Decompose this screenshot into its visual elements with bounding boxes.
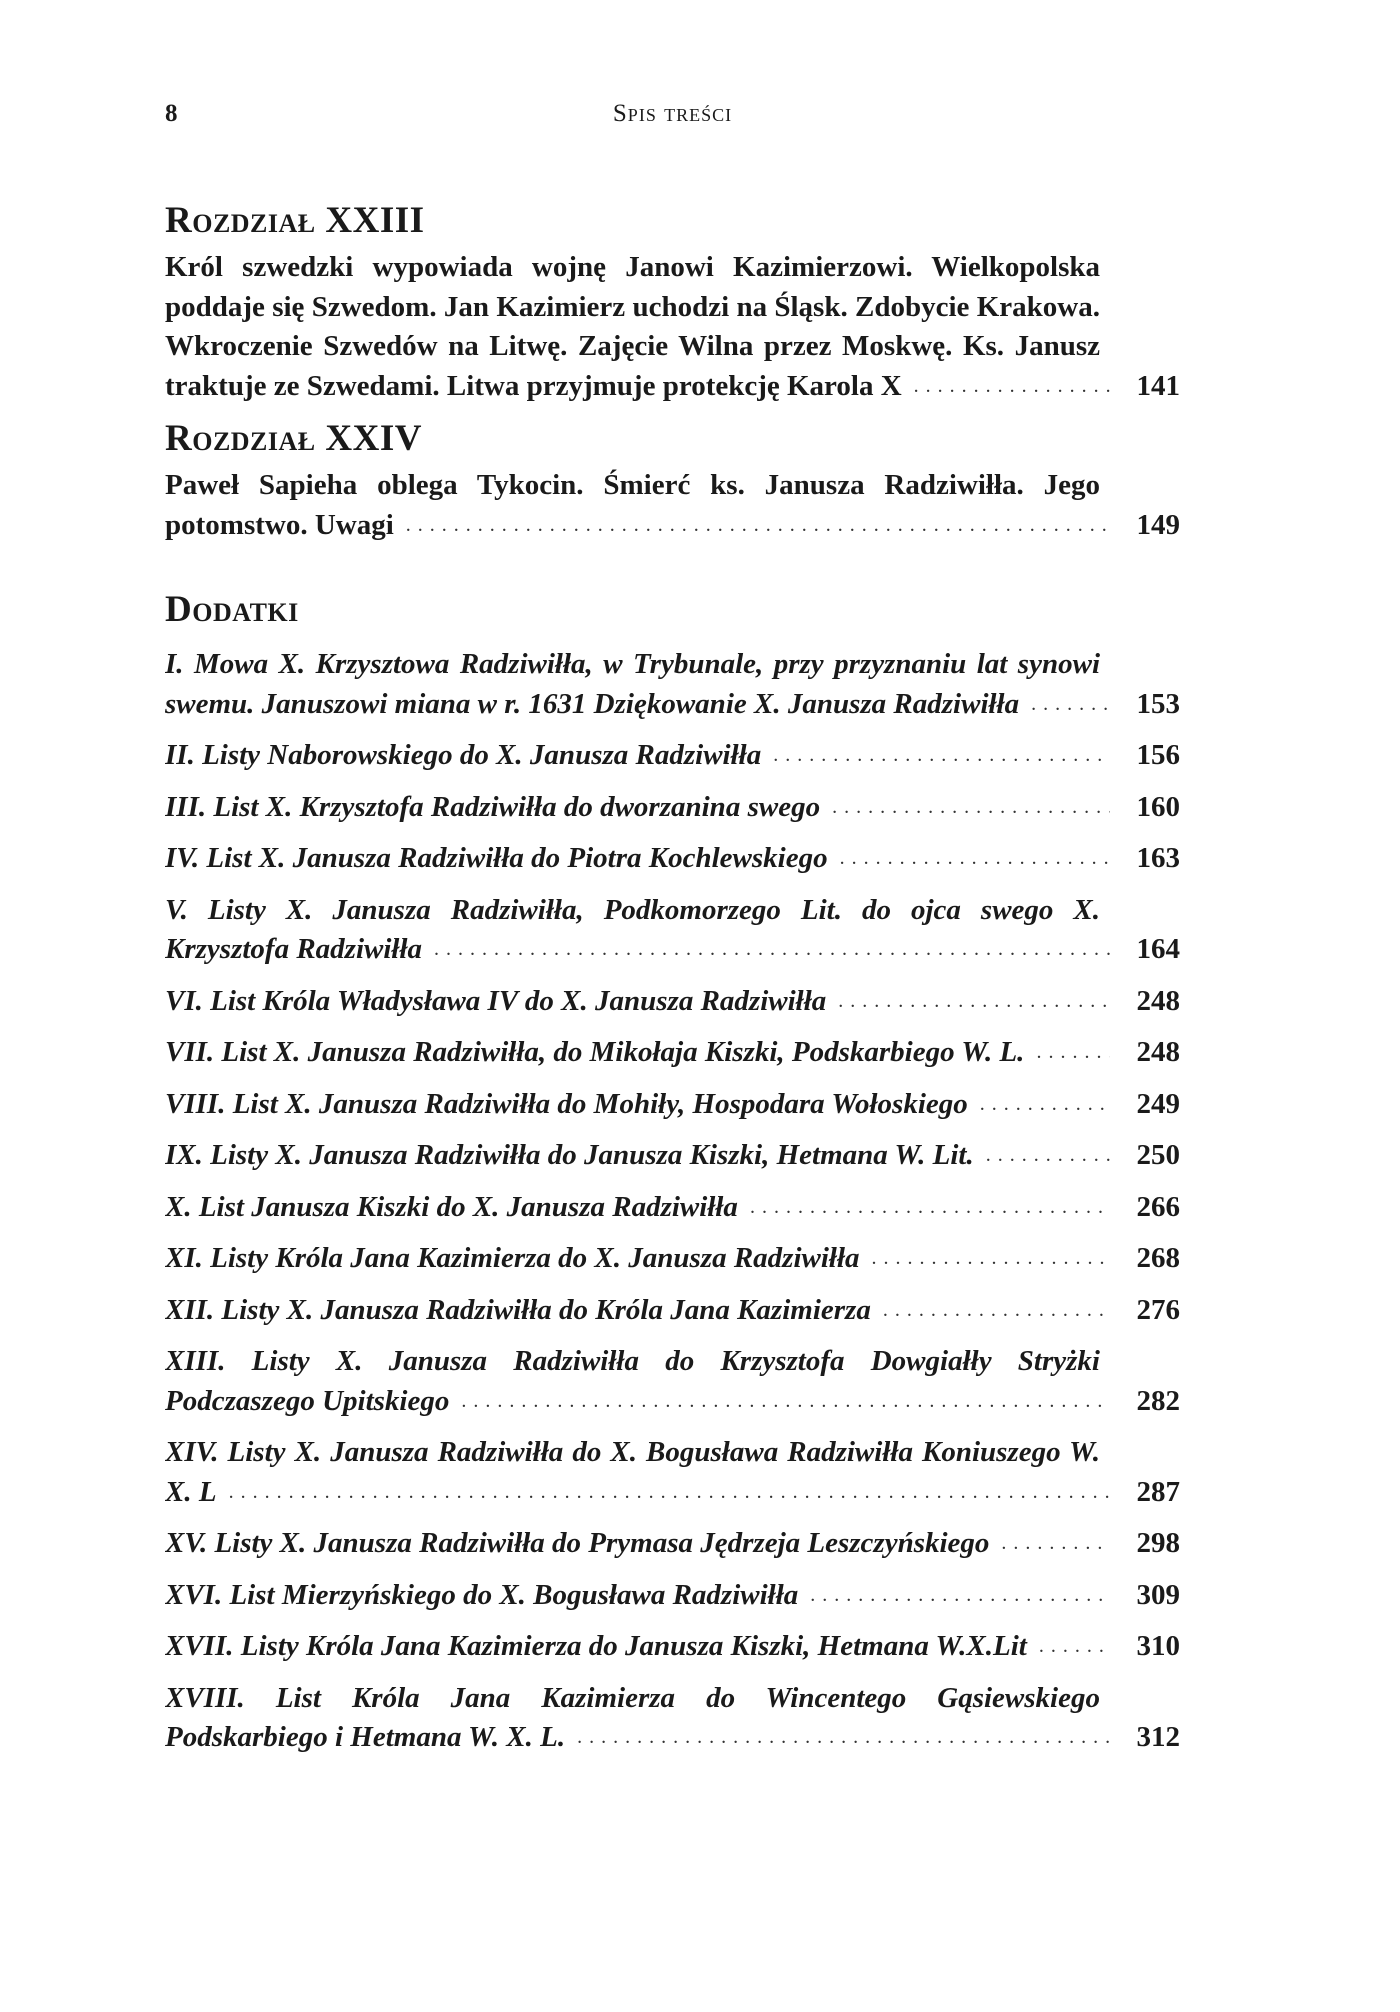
toc-entry-title: IX. Listy X. Janusza Radziwiłła do Janusza Kiszki, Hetmana W. Lit. (165, 1139, 980, 1171)
toc-entry (165, 645, 1180, 724)
toc-entry (165, 1291, 1180, 1331)
chapter-section (165, 418, 1180, 545)
chapter-section (165, 200, 1180, 406)
toc-entry-text (165, 1085, 1110, 1125)
toc-entry-title: XV. Listy X. Janusza Radziwiłła do Prymasa Jędrzeja Leszczyńskiego (165, 1527, 995, 1559)
toc-entry-text (165, 891, 1110, 970)
toc-entry-text (165, 1188, 1110, 1228)
toc-entry-title: III. List X. Krzysztofa Radziwiłła do dworzanina swego (165, 791, 826, 823)
toc-entry-text (165, 1342, 1110, 1421)
toc-entry-page: 287 (1136, 1475, 1180, 1508)
toc-entry-text (165, 1433, 1110, 1512)
toc-entry-title: XIV. Listy X. Janusza Radziwiłła do X. Bogusława Radziwiłła Koniuszego W. X. L (165, 1436, 1100, 1508)
chapter-heading: Rozdział XXIII (165, 200, 425, 241)
appendix-heading: Dodatki (165, 589, 299, 630)
toc-entry (165, 788, 1180, 828)
toc-entry-page: 298 (1136, 1527, 1180, 1559)
running-head (165, 100, 1180, 140)
toc-entry (165, 1033, 1180, 1073)
toc-entry-page: 141 (1136, 369, 1180, 402)
toc-entry-page: 163 (1136, 842, 1180, 874)
toc-entry-page: 153 (1136, 687, 1180, 720)
toc-entry-text (165, 1576, 1110, 1616)
toc-entry-text (165, 645, 1110, 724)
toc-entry-text (165, 1033, 1110, 1073)
toc-entry-text (165, 1239, 1110, 1279)
toc-entry-page: 164 (1136, 933, 1180, 965)
toc-entry-title: XII. Listy X. Janusza Radziwiłła do Króla Jana Kazimierza (165, 1294, 877, 1326)
toc-entry-title: Paweł Sapieha oblega Tykocin. Śmierć ks. Janusza Radziwiłła. Jego potomstwo. Uwagi (165, 469, 1100, 541)
toc-entry-text (165, 248, 1110, 406)
toc-entry-title: XIII. Listy X. Janusza Radziwiłła do Krzysztofa Dowgiałły Stryżki Podczaszego Upitskiego (165, 1345, 1100, 1417)
toc-entry-page: 309 (1136, 1578, 1180, 1611)
toc-entry-page: 310 (1136, 1630, 1180, 1662)
toc-entry-title: V. Listy X. Janusza Radziwiłła, Podkomorzego Lit. do ojca swego X. Krzysztofa Radziwiłła (165, 893, 1100, 965)
toc-entry (165, 248, 1180, 406)
toc-entry (165, 1136, 1180, 1176)
toc-entry-title: X. List Janusza Kiszki do X. Janusza Radziwiłła (165, 1191, 744, 1223)
toc-entry-title: VIII. List X. Janusza Radziwiłła do Mohiły, Hospodara Wołoskiego (165, 1088, 974, 1120)
toc-entry (165, 1679, 1180, 1758)
toc-entry-title: I. Mowa X. Krzysztowa Radziwiłła, w Trybunale, przy przyznaniu lat synowi swemu. Januszowi miana w r. 1631 Dziękowanie X. Janusza Radziwiłła (165, 648, 1100, 720)
toc-entry (165, 1627, 1180, 1667)
toc-entry-title: Król szwedzki wypowiada wojnę Janowi Kazimierzowi. Wielkopolska poddaje się Szwedom. Jan Kazimierz uchodzi na Śląsk. Zdobycie Krakowa. Wkroczenie Szwedów na Litwę. Zajęcie Wilna przez Moskwę. Ks. Janusz traktuje ze Szwedami. Litwa przyjmuje protekcję Karola X (165, 251, 1100, 402)
toc-entry-page: 248 (1136, 984, 1180, 1017)
toc-entry-title: VI. List Króla Władysława IV do X. Janusza Radziwiłła (165, 985, 832, 1017)
toc-entry-page: 149 (1136, 508, 1180, 541)
toc-entry-page: 276 (1136, 1293, 1180, 1326)
chapter-heading: Rozdział XXIV (165, 418, 422, 459)
toc-entry (165, 466, 1180, 545)
toc-entry-title: XVIII. List Króla Jana Kazimierza do Wincentego Gąsiewskiego Podskarbiego i Hetmana W. X. L. (165, 1681, 1100, 1753)
toc-entry-page: 156 (1136, 739, 1180, 771)
appendix-list (165, 645, 1180, 1758)
toc-entry-title: II. Listy Naborowskiego do X. Janusza Radziwiłła (165, 739, 767, 771)
toc-entry-text (165, 1136, 1110, 1176)
running-title: Spis treści (612, 100, 733, 127)
toc-entry-title: XI. Listy Króla Jana Kazimierza do X. Janusza Radziwiłła (165, 1242, 866, 1274)
toc-entry-page: 312 (1136, 1721, 1180, 1753)
toc-entry-text (165, 736, 1110, 776)
toc-entry-title: VII. List X. Janusza Radziwiłła, do Mikołaja Kiszki, Podskarbiego W. L. (165, 1036, 1030, 1068)
toc-entry (165, 1188, 1180, 1228)
page-number: 8 (165, 100, 178, 127)
toc-entry (165, 839, 1180, 879)
toc-entry-title: IV. List X. Janusza Radziwiłła do Piotra Kochlewskiego (165, 842, 834, 874)
toc-entry (165, 982, 1180, 1022)
toc-entry (165, 1433, 1180, 1512)
toc-entry (165, 736, 1180, 776)
toc-entry-text (165, 1291, 1110, 1331)
toc-entry-page: 250 (1136, 1139, 1180, 1171)
toc-entry-text (165, 1627, 1110, 1667)
toc-entry (165, 891, 1180, 970)
toc-entry-text (165, 982, 1110, 1022)
toc-entry (165, 1239, 1180, 1279)
table-of-contents (165, 200, 1180, 1770)
toc-entry-title: XVII. Listy Króla Jana Kazimierza do Janusza Kiszki, Hetmana W.X.Lit (165, 1630, 1033, 1662)
toc-entry (165, 1342, 1180, 1421)
toc-entry-title: XVI. List Mierzyńskiego do X. Bogusława Radziwiłła (165, 1579, 804, 1611)
toc-entry-text (165, 1524, 1110, 1564)
toc-entry (165, 1524, 1180, 1564)
toc-entry-page: 266 (1136, 1190, 1180, 1223)
toc-entry-text (165, 788, 1110, 828)
toc-entry-page: 249 (1136, 1087, 1180, 1120)
toc-entry-page: 160 (1136, 790, 1180, 823)
toc-entry-page: 282 (1136, 1384, 1180, 1417)
toc-entry (165, 1085, 1180, 1125)
toc-entry-page: 268 (1136, 1242, 1180, 1274)
toc-entry-text (165, 466, 1110, 545)
toc-entry (165, 1576, 1180, 1616)
toc-entry-text (165, 1679, 1110, 1758)
toc-entry-text (165, 839, 1110, 879)
toc-entry-page: 248 (1136, 1036, 1180, 1068)
